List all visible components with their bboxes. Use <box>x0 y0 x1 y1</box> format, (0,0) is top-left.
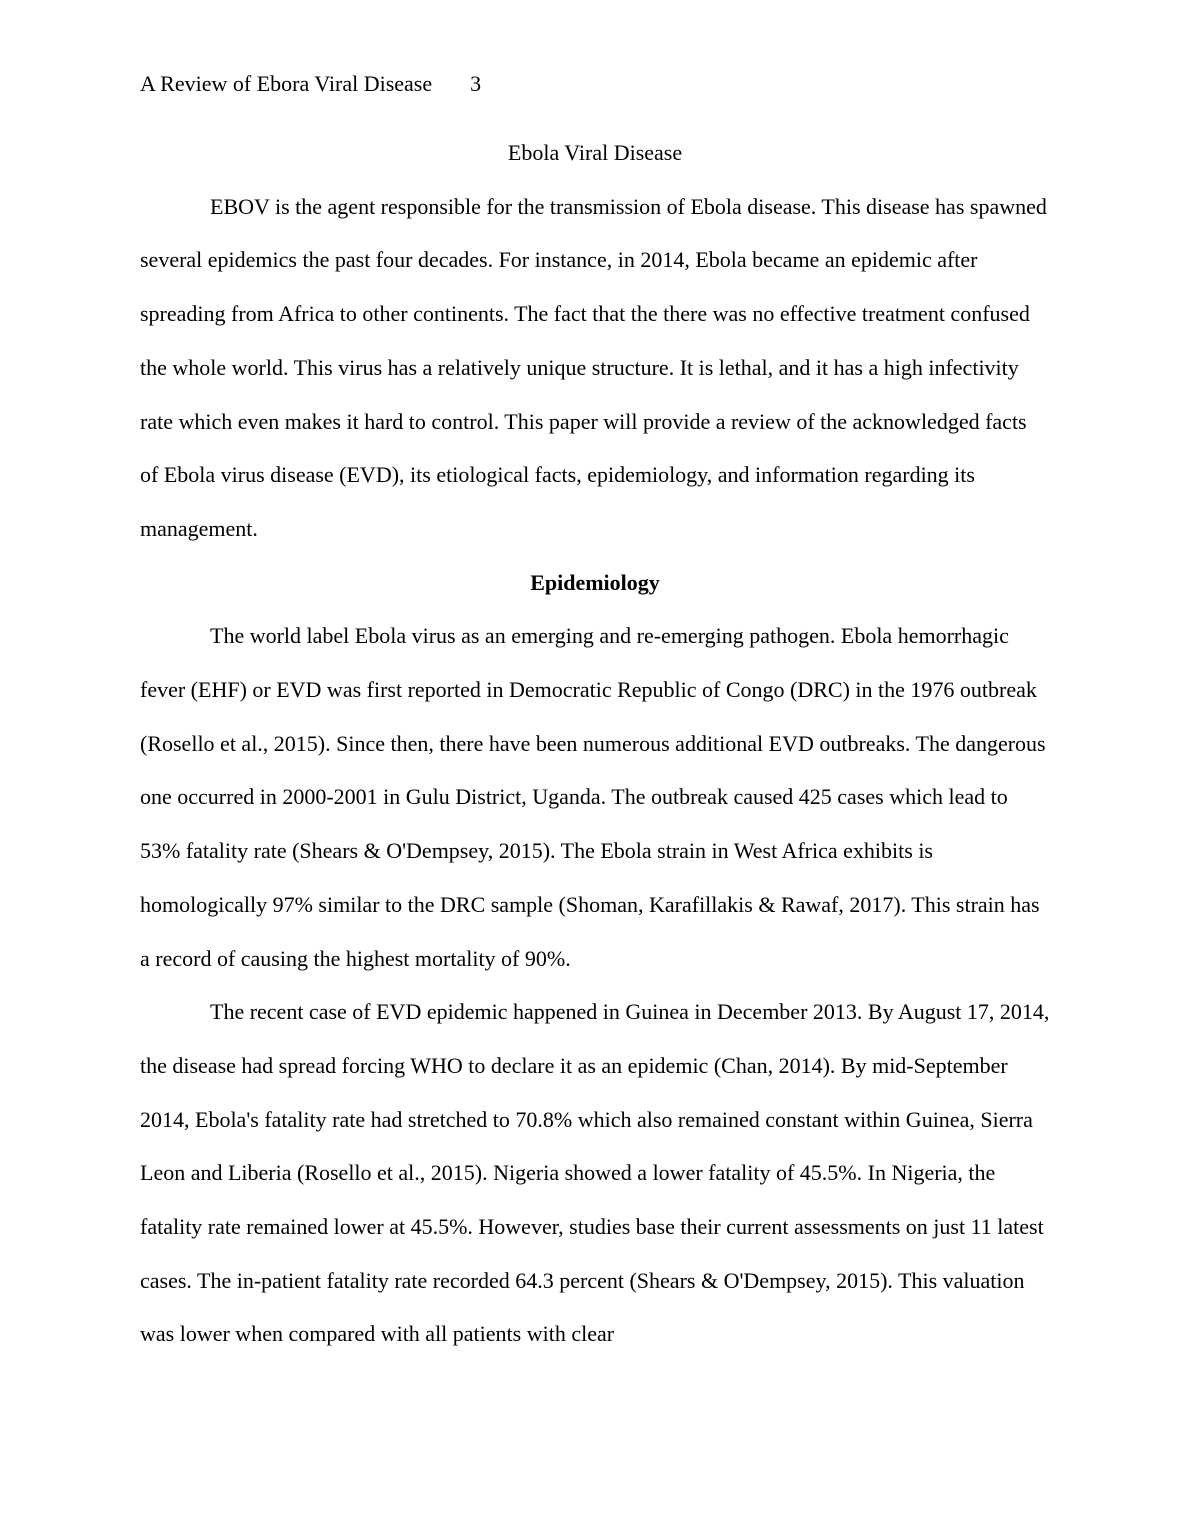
section-heading-epidemiology: Epidemiology <box>530 569 660 595</box>
document-title: Ebola Viral Disease <box>507 140 683 165</box>
document-body <box>140 126 1050 1361</box>
page-number: 3 <box>470 71 482 96</box>
epidemiology-paragraph-1: The world label Ebola virus as an emerging and re-emerging pathogen. Ebola hemorrhagic fever (EHF) or EVD was first reported in Democratic Republic of Congo (DRC) in the 1976 outbreak (Rosello et al., 2015). Since then, there have been numerous additional EVD outbreaks. The dangerous one occurred in 2000-2001 in Gulu District, Uganda. The outbreak caused 425 cases which lead to 53% fatality rate (Shears & O'Dempsey, 2015). The Ebola strain in West Africa exhibits is homologically 97% similar to the DRC sample (Shoman, Karafillakis & Rawaf, 2017). This strain has a record of causing the highest mortality of 90%. <box>140 623 1046 971</box>
epidemiology-paragraph-2: The recent case of EVD epidemic happened in Guinea in December 2013. By August 17, 2014, the disease had spread forcing WHO to declare it as an epidemic (Chan, 2014). By mid-September 2014, Ebola's fatality rate had stretched to 70.8% which also remained constant within Guinea, Sierra Leon and Liberia (Rosello et al., 2015). Nigeria showed a lower fatality of 45.5%. In Nigeria, the fatality rate remained lower at 45.5%. However, studies base their current assessments on just 11 latest cases. The in-patient fatality rate recorded 64.3 percent (Shears & O'Dempsey, 2015). This valuation was lower when compared with all patients with clear <box>140 999 1050 1347</box>
running-head <box>140 70 481 98</box>
intro-paragraph: EBOV is the agent responsible for the transmission of Ebola disease. This disease has spawned several epidemics the past four decades. For instance, in 2014, Ebola became an epidemic after spreading from Africa to other continents. The fact that the there was no effective treatment confused the whole world. This virus has a relatively unique structure. It is lethal, and it has a high infectivity rate which even makes it hard to control. This paper will provide a review of the acknowledged facts of Ebola virus disease (EVD), its etiological facts, epidemiology, and information regarding its management. <box>140 193 1047 541</box>
running-head-title: A Review of Ebora Viral Disease <box>140 71 433 96</box>
